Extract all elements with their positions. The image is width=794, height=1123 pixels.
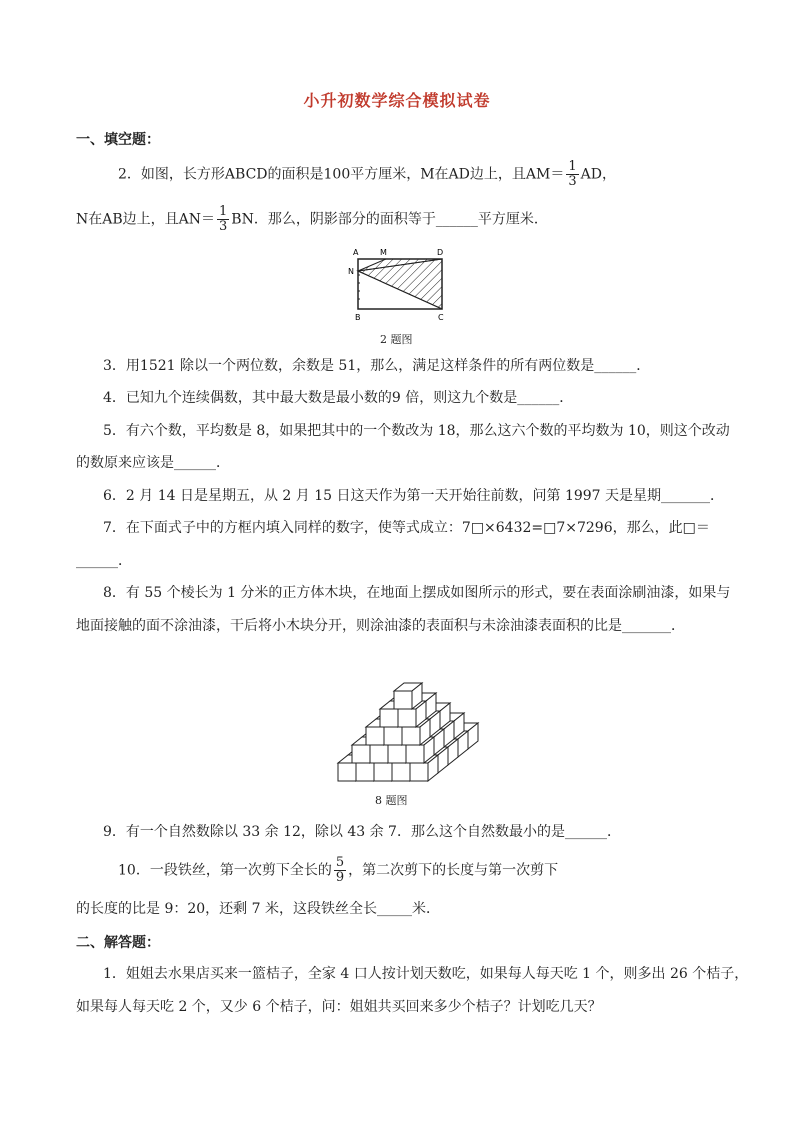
- cube-pyramid-figure: [332, 655, 492, 787]
- fraction-denominator: 3: [219, 219, 228, 234]
- fraction-numerator: 1: [568, 159, 577, 174]
- label-c: C: [438, 313, 444, 322]
- question-5-line-1: 5．有六个数，平均数是 8，如果把其中的一个数改为 18，那么这六个数的平均数为 10，则这个改动: [103, 423, 730, 439]
- question-8-line-2: 地面接触的面不涂油漆，干后将小木块分开，则涂油漆的表面积与未涂油漆表面积的比是_______．: [76, 618, 685, 634]
- fraction-denominator: 3: [568, 174, 577, 189]
- question-2-line-1: [118, 160, 616, 189]
- question-6: 6．2 月 14 日是星期五，从 2 月 15 日这天作为第一天开始往前数，问第 1997 天是星期_______．: [103, 488, 725, 504]
- question-2-line-2: [76, 205, 548, 234]
- question-2-text-a: 2．如图，长方形ABCD的面积是100平方厘米，M在AD边上，且AM＝: [118, 166, 565, 183]
- label-n: N: [348, 267, 354, 276]
- question-2-text-d: BN．那么，阴影部分的面积等于______平方厘米．: [231, 211, 548, 228]
- fraction-five-ninths: [334, 856, 346, 885]
- fraction-one-third-b: [217, 205, 229, 234]
- problem-1-line-2: 如果每人每天吃 2 个，又少 6 个桔子，问：姐姐共买回来多少个桔子？计划吃几天？: [76, 999, 602, 1015]
- label-m: M: [380, 248, 387, 257]
- question-10-text-a: 10．一段铁丝，第一次剪下全长的: [118, 862, 332, 879]
- fraction-denominator: 9: [335, 870, 345, 885]
- question-5-line-2: 的数原来应该是______．: [76, 455, 230, 471]
- page-title: 小升初数学综合模拟试卷: [303, 91, 491, 110]
- section-1-heading: 一、填空题：: [76, 132, 160, 148]
- fraction-numerator: 1: [219, 204, 228, 219]
- question-9: 9．有一个自然数除以 33 余 12，除以 43 余 7．那么这个自然数最小的是______．: [103, 824, 621, 840]
- label-a: A: [353, 248, 359, 257]
- figure-8-caption: 8 题图: [375, 794, 408, 807]
- question-3: 3．用1521 除以一个两位数，余数是 51，那么，满足这样条件的所有两位数是______．: [103, 358, 651, 374]
- fraction-numerator: 5: [335, 855, 345, 870]
- question-2-text-c: N在AB边上，且AN＝: [76, 211, 216, 228]
- question-10-text-b: ，第二次剪下的长度与第一次剪下: [348, 862, 559, 879]
- label-b: B: [355, 313, 361, 322]
- question-10-line-2: 的长度的比是 9：20，还剩 7 米，这段铁丝全长_____米．: [76, 901, 440, 917]
- question-7-line-1: 7．在下面式子中的方框内填入同样的数字，使等式成立：7□×6432=□7×7296，那么，此□＝: [103, 520, 710, 536]
- question-2-text-b: AD，: [580, 166, 616, 183]
- question-7-line-2: ______．: [76, 553, 132, 569]
- question-4: 4．已知九个连续偶数，其中最大数是最小数的9 倍，则这九个数是______．: [103, 390, 574, 406]
- fraction-one-third-a: [566, 160, 578, 189]
- section-2-heading: 二、解答题：: [76, 935, 160, 951]
- rectangle-figure: [340, 244, 460, 324]
- label-d: D: [437, 248, 444, 257]
- question-10-line-1: [118, 856, 558, 885]
- figure-2-caption: 2 题图: [380, 333, 413, 346]
- problem-1-line-1: 1．姐姐去水果店买来一篮桔子，全家 4 口人按计划天数吃，如果每人每天吃 1 个，则多出 26 个桔子，: [103, 966, 749, 982]
- question-8-line-1: 8．有 55 个棱长为 1 分米的正方体木块，在地面上摆成如图所示的形式，要在表面涂刷油漆，如果与: [103, 585, 731, 601]
